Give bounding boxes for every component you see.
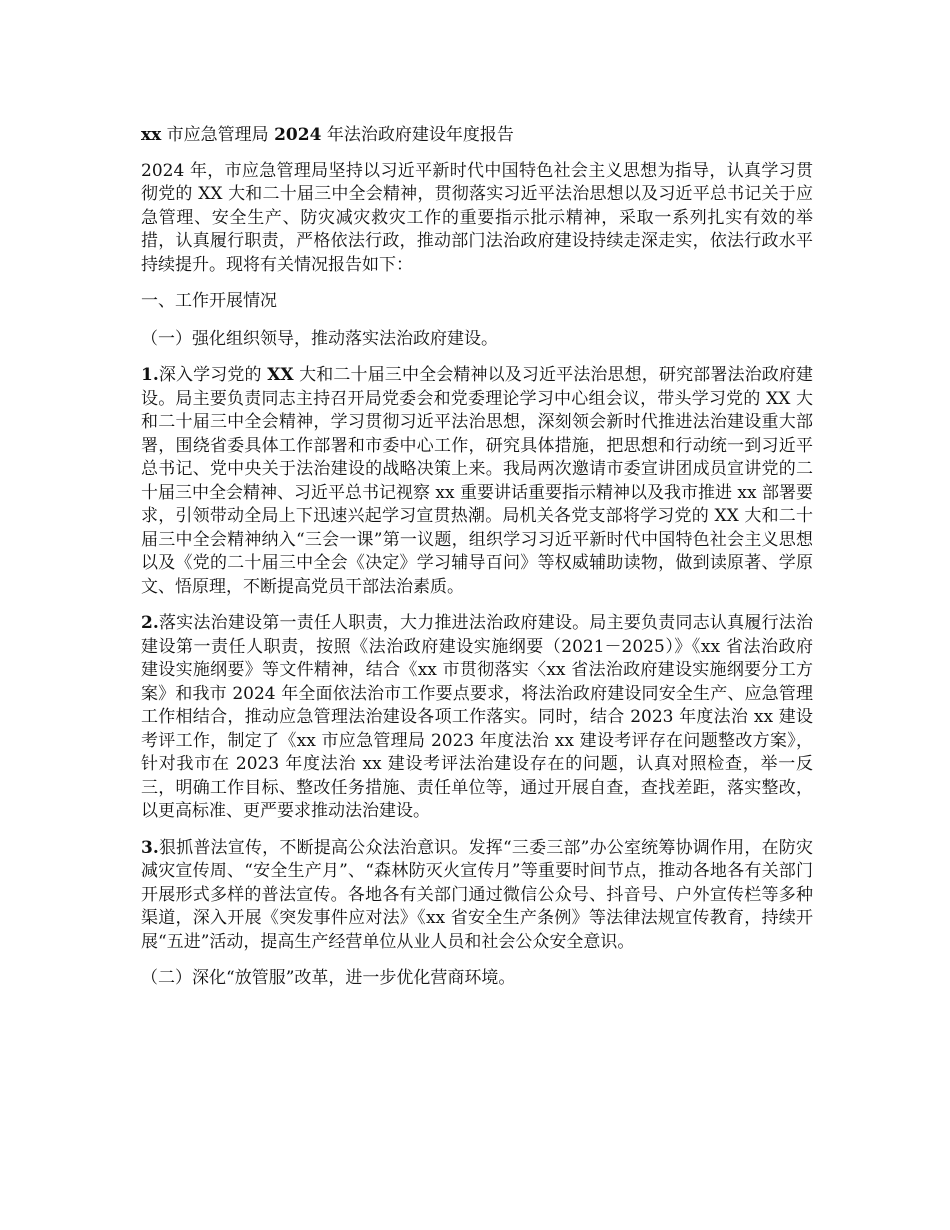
title-suffix: 年法治政府建设年度报告 <box>321 125 514 145</box>
paragraph-3-text: 狠抓普法宣传，不断提高公众法治意识。发挥“三委三部”办公室统筹协调作用，在防灾减灾宣传周、“安全生产月”、“森林防灭火宣传月”等重要时间节点，推动各地各有关部门开展形式多样的普法宣传。各地各有关部门通过微信公众号、抖音号、户外宣传栏等多种渠道，深入开展《突发事件应对法》《xx 省安全生产条例》等法律法规宣传教育，持续开展“五进”活动，提高生产经营单位从业人员和社会公众安全意识。 <box>141 837 813 952</box>
title-prefix: xx <box>141 125 162 145</box>
subsection-heading-2: （二）深化“放管服”改革，进一步优化营商环境。 <box>141 968 516 988</box>
section-heading-1: 一、工作开展情况 <box>141 291 277 311</box>
intro-paragraph: 2024 年，市应急管理局坚持以习近平新时代中国特色社会主义思想为指导，认真学习贯彻党的 XX 大和二十届三中全会精神，贯彻落实习近平法治思想以及习近平总书记关于应急管理、安全生产、防灾减灾救灾工作的重要指示批示精神，采取一系列扎实有效的举措，认真履行职责，严格依法行政，推动部门法治政府建设持续走深走实，依法行政水平持续提升。现将有关情况报告如下： <box>141 160 813 275</box>
paragraph-2-number: 2. <box>141 613 159 633</box>
paragraph-1 <box>141 364 813 599</box>
paragraph-1-text: 大和二十届三中全会精神以及习近平法治思想，研究部署法治政府建设。局主要负责同志主持召开局党委会和党委理论学习中心组会议，带头学习党的 XX 大和二十届三中全会精神，学习贯彻习近平法治思想，深刻领会新时代推进法治建设重大部署，围绕省委具体工作部署和市委中心工作，研究具体措施，把思想和行动统一到习近平总书记、党中央关于法治建设的战略决策上来。我局两次邀请市委宣讲团成员宣讲党的二十届三中全会精神、习近平总书记视察 xx 重要讲话重要指示精神以及我市推进 xx 部署要求，引领带动全局上下迅速兴起学习宣贯热潮。局机关各党支部将学习党的 XX 大和二十届三中全会精神纳入“三会一课”第一议题，组织学习习近平新时代中国特色社会主义思想以及《党的二十届三中全会《决定》学习辅导百问》等权威辅助读物，做到读原著、学原文、悟原理，不断提高党员干部法治素质。 <box>141 365 813 597</box>
paragraph-3 <box>141 837 813 955</box>
title-year: 2024 <box>274 125 322 145</box>
paragraph-1-lead-a: 深入学习党的 <box>158 365 268 385</box>
paragraph-2-text: 落实法治建设第一责任人职责，大力推进法治政府建设。局主要负责同志认真履行法治建设第一责任人职责，按照《法治政府建设实施纲要（2021－2025）》《xx 省法治政府建设实施纲要》等文件精神，结合《xx 市贯彻落实〈xx 省法治政府建设实施纲要分工方案》和我市 2024 年全面依法治市工作要点要求，将法治政府建设同安全生产、应急管理工作相结合，推动应急管理法治建设各项工作落实。同时，结合 2023 年度法治 xx 建设考评工作，制定了《xx 市应急管理局 2023 年度法治 xx 建设考评存在问题整改方案》，针对我市在 2023 年度法治 xx 建设考评法治建设存在的问题，认真对照检查，举一反三，明确工作目标、整改任务措施、责任单位等，通过开展自查，查找差距，落实整改，以更高标准、更严要求推动法治建设。 <box>141 613 813 821</box>
paragraph-1-lead-b: XX <box>267 365 294 385</box>
subsection-heading-1: （一）强化组织领导，推动落实法治政府建设。 <box>141 328 498 349</box>
paragraph-3-number: 3. <box>141 837 159 858</box>
document-title <box>141 124 813 148</box>
paragraph-2 <box>141 612 813 824</box>
document-body <box>141 124 813 1004</box>
title-mid: 市应急管理局 <box>161 125 275 145</box>
paragraph-1-number: 1. <box>141 365 159 385</box>
